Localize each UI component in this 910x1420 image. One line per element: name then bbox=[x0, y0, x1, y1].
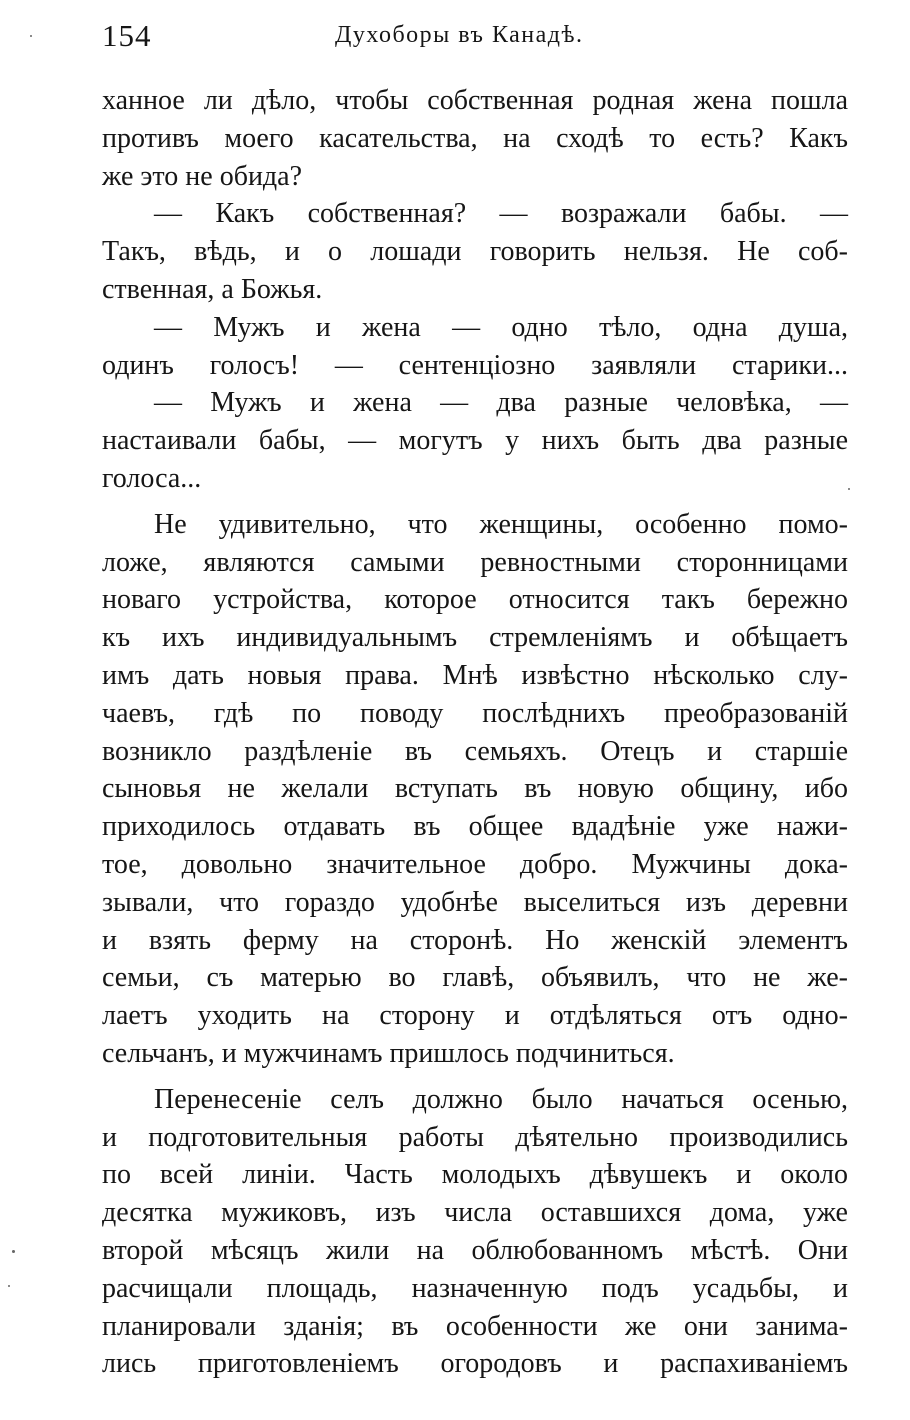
text-line: же это не обида? bbox=[102, 160, 303, 192]
text-line: и взять ферму на сторонѣ. Но женскій элементъ bbox=[102, 924, 848, 956]
text-line: настаивали бабы, — могутъ у нихъ быть два разные bbox=[102, 425, 848, 457]
text-line: десятка мужиковъ, изъ числа оставшихся дома, уже bbox=[102, 1197, 848, 1229]
paragraph-gap bbox=[102, 498, 848, 506]
text-line: лись приготовленіемъ огородовъ и распахиваніемъ bbox=[102, 1348, 848, 1380]
scan-speck bbox=[848, 488, 850, 490]
text-line: планировали зданія; въ особенности же они занима- bbox=[102, 1310, 848, 1342]
text-line: сельчанъ, и мужчинамъ пришлось подчиниться. bbox=[102, 1037, 675, 1069]
page-number: 154 bbox=[102, 18, 152, 53]
scan-speck bbox=[12, 1250, 15, 1253]
text-line: возникло раздѣленіе въ семьяхъ. Отецъ и старшіе bbox=[102, 735, 848, 767]
text-line: второй мѣсяцъ жили на облюбованномъ мѣстѣ. Они bbox=[102, 1234, 848, 1266]
scan-speck bbox=[30, 35, 32, 37]
text-line: — Мужъ и жена — два разные человѣка, — bbox=[154, 387, 848, 419]
text-line: лаетъ уходить на сторону и отдѣляться отъ одно- bbox=[102, 1000, 848, 1032]
text-line: ственная, а Божья. bbox=[102, 273, 323, 305]
text-line: по всей линіи. Часть молодыхъ дѣвушекъ и около bbox=[102, 1159, 848, 1191]
text-line: зывали, что гораздо удобнѣе выселиться изъ деревни bbox=[102, 886, 848, 918]
text-line: Не удивительно, что женщины, особенно помо- bbox=[154, 508, 848, 540]
text-line: голоса... bbox=[102, 462, 202, 494]
text-line: новаго устройства, которое относится такъ бережно bbox=[102, 584, 848, 616]
body-text bbox=[102, 82, 848, 1383]
text-line: тое, довольно значительное добро. Мужчины дока- bbox=[102, 848, 848, 880]
text-line: ханное ли дѣло, чтобы собственная родная жена пошла bbox=[102, 85, 848, 116]
text-line: имъ дать новыя права. Мнѣ извѣстно нѣсколько слу- bbox=[102, 659, 848, 691]
text-line: расчищали площадь, назначенную подъ усадьбы, и bbox=[102, 1272, 848, 1304]
text-line: къ ихъ индивидуальнымъ стремленіямъ и обѣщаетъ bbox=[102, 622, 848, 654]
paragraph-gap bbox=[102, 1073, 848, 1081]
text-line: чаевъ, гдѣ по поводу послѣднихъ преобразованій bbox=[102, 697, 848, 729]
text-line: одинъ голосъ! — сентенціозно заявляли старики... bbox=[102, 349, 848, 381]
text-line: приходилось отдавать въ общее вдадѣніе уже нажи- bbox=[102, 811, 848, 843]
text-line: Такъ, вѣдь, и о лошади говорить нельзя. Не соб- bbox=[102, 236, 848, 268]
text-line: противъ моего касательства, на сходѣ то есть? Какъ bbox=[102, 122, 848, 154]
text-line: — Мужъ и жена — одно тѣло, одна душа, bbox=[154, 311, 848, 343]
text-line: и подготовительныя работы дѣятельно производились bbox=[102, 1121, 848, 1153]
text-line: Перенесеніе селъ должно было начаться осенью, bbox=[154, 1083, 848, 1115]
scan-speck bbox=[8, 1285, 10, 1287]
text-line: ложе, являются самыми ревностными сторонницами bbox=[102, 546, 848, 578]
text-line: семьи, съ матерью во главѣ, объявилъ, что не же- bbox=[102, 962, 848, 994]
text-line: сыновья не желали вступать въ новую общину, ибо bbox=[102, 773, 848, 805]
running-title: Духоборы въ Канадѣ. bbox=[335, 22, 584, 48]
text-line: — Какъ собственная? — возражали бабы. — bbox=[154, 198, 848, 230]
